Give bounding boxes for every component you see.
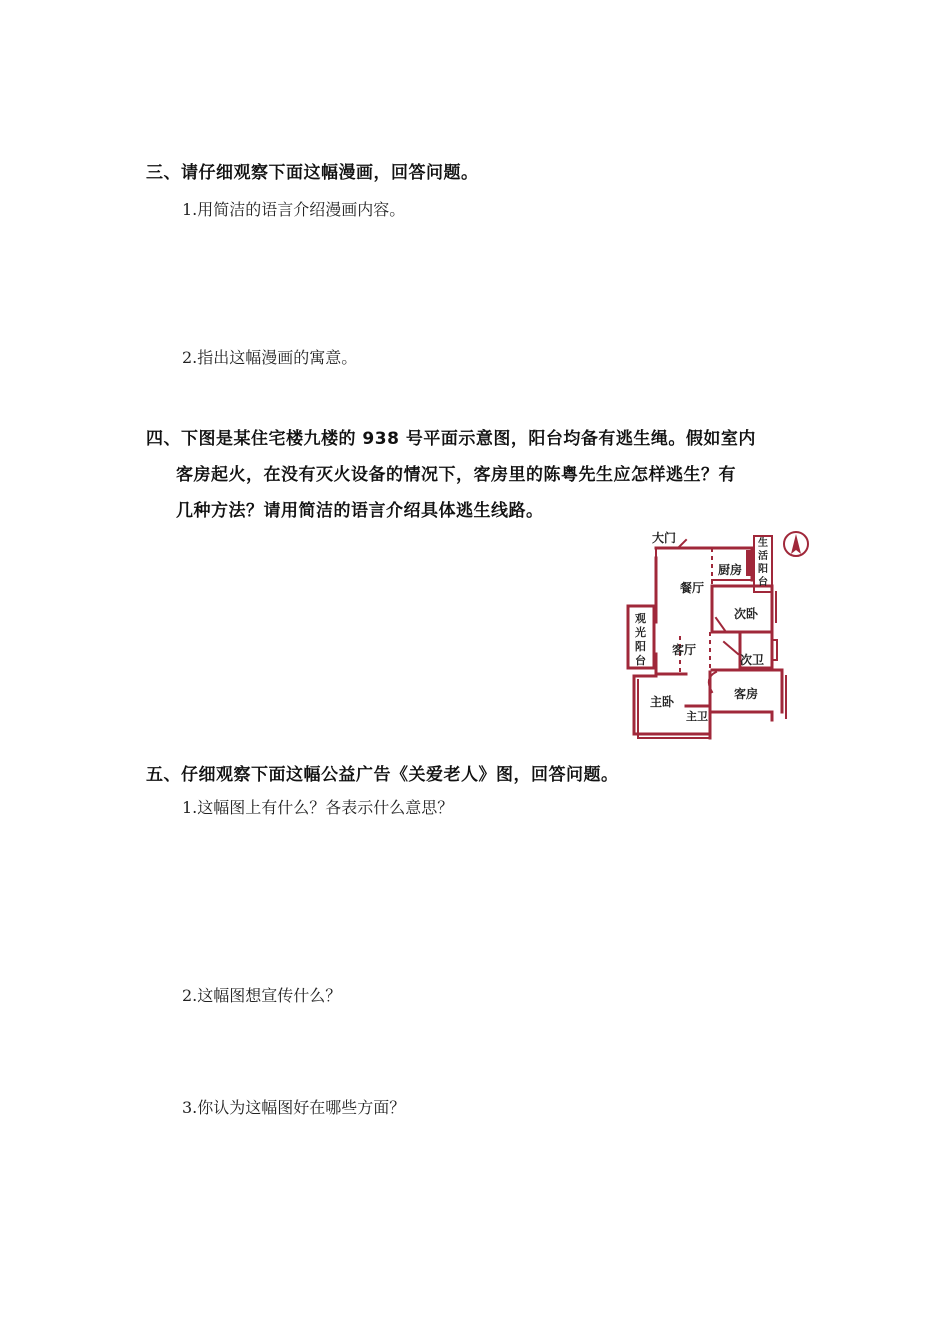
label-life-balcony-1: 生: [758, 538, 768, 549]
label-view-balcony-2: 光: [635, 626, 646, 639]
question-5-sub-2: 2.这幅图想宣传什么？: [182, 986, 342, 1005]
question-3-sub-2: 2.指出这幅漫画的寓意。: [182, 348, 358, 367]
label-living-room: 客厅: [672, 643, 697, 657]
label-view-balcony-1: 观: [635, 612, 646, 625]
label-view-balcony-3: 阳: [635, 640, 646, 653]
question-4-line-2: 客房起火，在没有灭火设备的情况下，客房里的陈粤先生应怎样逃生？有: [176, 465, 736, 485]
label-master-bath: 主卫: [686, 710, 708, 723]
label-main-door: 大门: [652, 531, 677, 545]
label-guest-room: 客房: [734, 687, 759, 701]
question-3-heading: 三、请仔细观察下面这幅漫画，回答问题。: [146, 163, 479, 183]
label-dining: 餐厅: [680, 581, 705, 595]
label-life-balcony-3: 阳: [758, 564, 768, 575]
label-kitchen: 厨房: [718, 563, 743, 577]
question-4-line-3: 几种方法？请用简洁的语言介绍具体逃生线路。: [176, 501, 544, 521]
north-arrow-icon: [784, 532, 808, 556]
label-view-balcony-4: 台: [635, 654, 646, 667]
question-5-heading: 五、仔细观察下面这幅公益广告《关爱老人》图，回答问题。: [146, 765, 619, 785]
question-5-sub-1: 1.这幅图上有什么？各表示什么意思？: [182, 798, 454, 817]
label-master-bedroom: 主卧: [650, 695, 675, 709]
question-4-line-1: 四、下图是某住宅楼九楼的 938 号平面示意图，阳台均备有逃生绳。假如室内: [146, 429, 756, 449]
label-life-balcony-2: 活: [758, 551, 768, 562]
label-life-balcony-4: 台: [758, 577, 768, 588]
label-second-bedroom: 次卧: [734, 607, 759, 621]
question-5-sub-3: 3.你认为这幅图好在哪些方面？: [182, 1098, 406, 1117]
label-second-bath: 次卫: [740, 653, 765, 667]
floor-plan-diagram: [620, 522, 820, 744]
question-3-sub-1: 1.用简洁的语言介绍漫画内容。: [182, 200, 406, 219]
